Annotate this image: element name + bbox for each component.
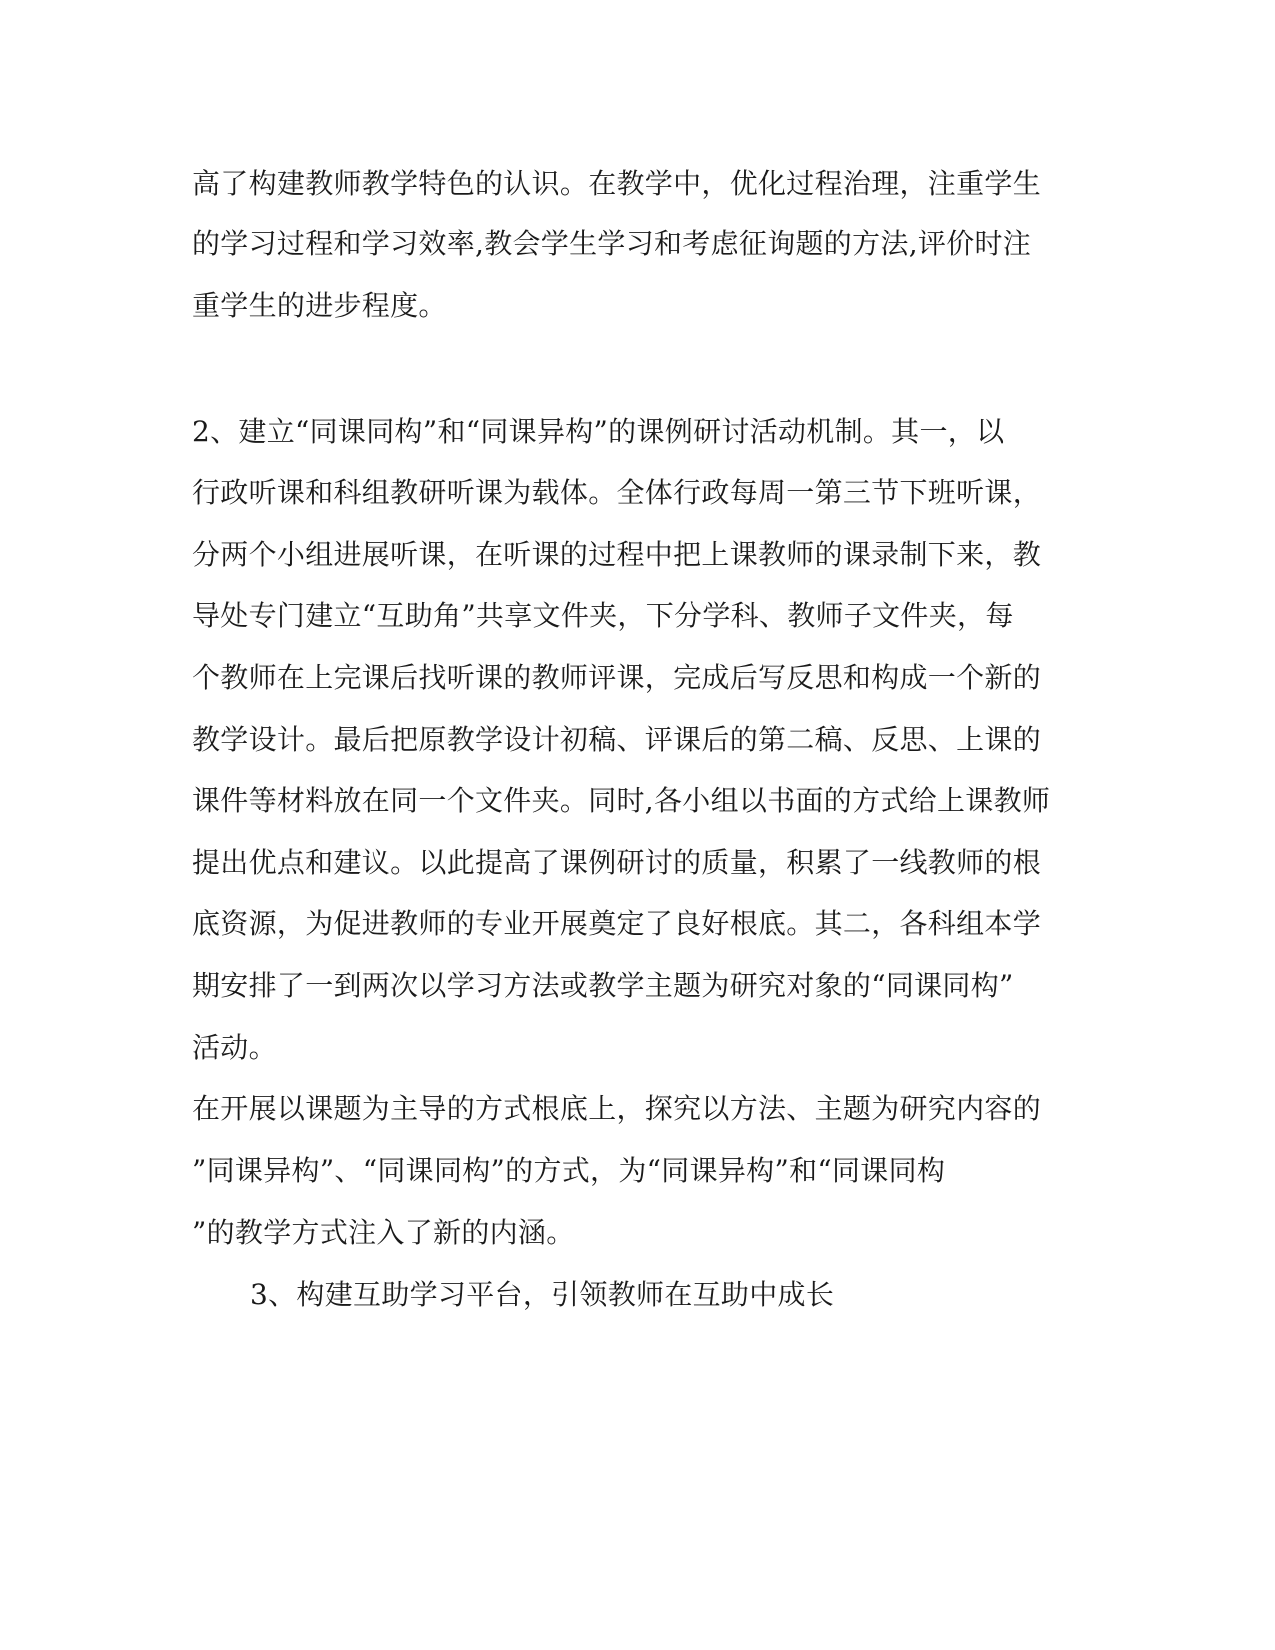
paragraph-2-line-6: 教学设计。最后把原教学设计初稿、评课后的第二稿、反思、上课的 [192, 723, 1042, 756]
paragraph-2-line-11: 活动。 [192, 1031, 277, 1064]
paragraph-2-line-5: 个教师在上完课后找听课的教师评课，完成后写反思和构成一个新的 [192, 661, 1042, 694]
paragraph-1-line-1: 高了构建教师教学特色的认识。在教学中，优化过程治理，注重学生 [192, 167, 1042, 200]
paragraph-1-line-3: 重学生的进步程度。 [192, 289, 447, 322]
paragraph-3-line-3: ”的教学方式注入了新的内涵。 [192, 1216, 575, 1249]
paragraph-2-line-4: 导处专门建立“互助角”共享文件夹，下分学科、教师子文件夹，每 [192, 599, 1014, 632]
paragraph-2-line-2: 行政听课和科组教研听课为载体。全体行政每周一第三节下班听课， [192, 476, 1042, 509]
paragraph-3-line-2: ”同课异构”、“同课同构”的方式，为“同课异构”和“同课同构 [192, 1154, 946, 1187]
paragraph-2-line-9: 底资源，为促进教师的专业开展奠定了良好根底。其二，各科组本学 [192, 907, 1042, 940]
paragraph-2-line-10: 期安排了一到两次以学习方法或教学主题为研究对象的“同课同构” [192, 969, 1014, 1002]
paragraph-3-line-1: 在开展以课题为主导的方式根底上，探究以方法、主题为研究内容的 [192, 1092, 1042, 1125]
paragraph-2-line-8: 提出优点和建议。以此提高了课例研讨的质量，积累了一线教师的根 [192, 846, 1042, 879]
paragraph-2-line-3: 分两个小组进展听课，在听课的过程中把上课教师的课录制下来，教 [192, 538, 1042, 571]
paragraph-2-line-1: 2、建立“同课同构”和“同课异构”的课例研讨活动机制。其一，以 [192, 415, 1005, 448]
section-heading-3: 3、构建互助学习平台，引领教师在互助中成长 [250, 1278, 835, 1311]
paragraph-1-line-2: 的学习过程和学习效率,教会学生学习和考虑征询题的方法,评价时注 [192, 227, 1032, 260]
paragraph-2-line-7: 课件等材料放在同一个文件夹。同时,各小组以书面的方式给上课教师 [192, 784, 1051, 817]
